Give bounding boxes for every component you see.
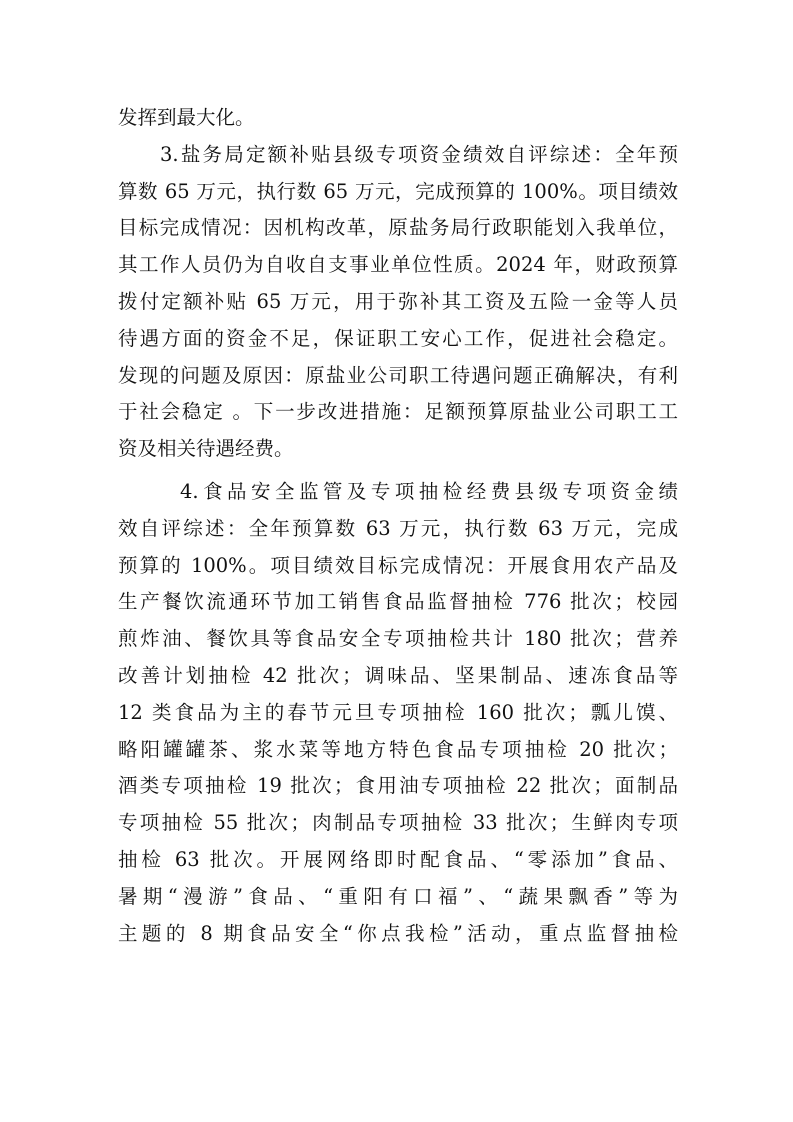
paragraph-item-4 — [118, 474, 678, 952]
text-line: 略阳罐罐茶、浆水菜等地方特色食品专项抽检 20 批次； — [118, 737, 678, 761]
text-line: 发现的问题及原因：原盐业公司职工待遇问题正确解决，有利 — [118, 363, 678, 387]
text-line: 生产餐饮流通环节加工销售食品监督抽检 776 批次；校园 — [118, 590, 678, 614]
text-line: 资及相关待遇经费。 — [118, 437, 294, 461]
text-line: 抽检 63 批次。开展网络即时配食品、“零添加”食品、 — [118, 847, 678, 871]
paragraph-previous-tail — [118, 100, 678, 137]
text-line: 目标完成情况：因机构改革，原盐务局行政职能划入我单位， — [118, 216, 678, 240]
text-line: 主题的 8 期食品安全“你点我检”活动，重点监督抽检 — [118, 921, 678, 945]
text-line: 待遇方面的资金不足，保证职工安心工作，促进社会稳定。 — [118, 326, 678, 350]
text-line: 拨付定额补贴 65 万元，用于弥补其工资及五险一金等人员 — [118, 289, 678, 313]
paragraph-item-3 — [118, 137, 678, 468]
text-line: 煎炸油、餐饮具等食品安全专项抽检共计 180 批次；营养 — [118, 627, 678, 651]
document-body — [118, 100, 678, 952]
text-line: 3.盐务局定额补贴县级专项资金绩效自评综述：全年预 — [160, 142, 678, 166]
text-line: 发挥到最大化。 — [118, 106, 255, 129]
text-line: 效自评综述：全年预算数 63 万元，执行数 63 万元，完成 — [118, 516, 678, 540]
text-line: 12 类食品为主的春节元旦专项抽检 160 批次；瓢儿馍、 — [118, 700, 678, 724]
text-line: 其工作人员仍为自收自支事业单位性质。2024 年，财政预算 — [118, 253, 678, 277]
text-line: 预算的 100%。项目绩效目标完成情况：开展食用农产品及 — [118, 553, 678, 577]
text-line: 4.食品安全监管及专项抽检经费县级专项资金绩 — [180, 479, 678, 503]
text-line: 于社会稳定 。下一步改进措施：足额预算原盐业公司职工工 — [118, 400, 678, 424]
text-line: 专项抽检 55 批次；肉制品专项抽检 33 批次；生鲜肉专项 — [118, 811, 678, 835]
text-line: 算数 65 万元，执行数 65 万元，完成预算的 100%。项目绩效 — [118, 179, 678, 203]
text-line: 改善计划抽检 42 批次；调味品、坚果制品、速冻食品等 — [118, 663, 678, 687]
text-line: 暑期“漫游”食品、“重阳有口福”、“蔬果飘香”等为 — [118, 884, 678, 908]
text-line: 酒类专项抽检 19 批次；食用油专项抽检 22 批次；面制品 — [118, 774, 678, 798]
